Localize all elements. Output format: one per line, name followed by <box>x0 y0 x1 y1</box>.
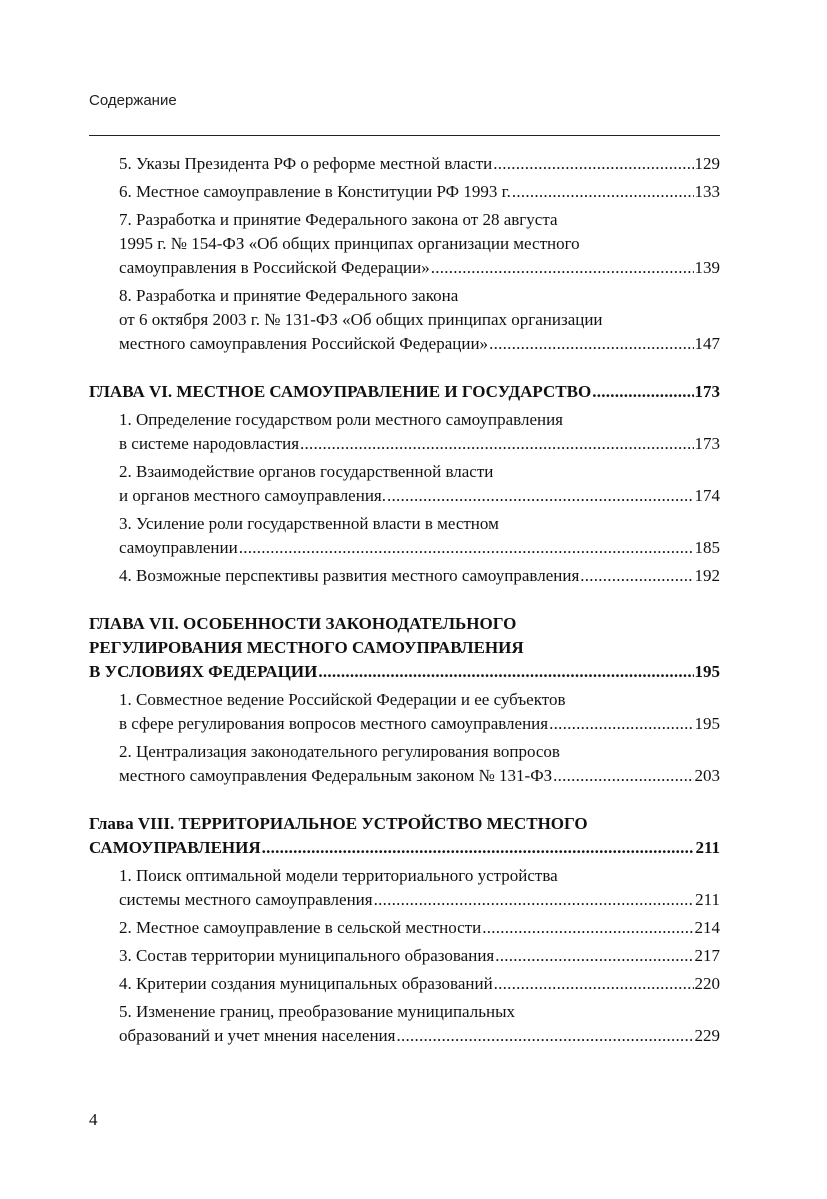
toc-entry-text: Глава VIII. ТЕРРИТОРИАЛЬНОЕ УСТРОЙСТВО МЕСТНОГО <box>89 814 588 833</box>
running-head: Содержание <box>89 92 177 109</box>
dot-leader <box>580 564 693 588</box>
toc-entry-text: В УСЛОВИЯХ ФЕДЕРАЦИИ <box>89 662 318 681</box>
toc-entry-text: 5. Указы Президента РФ о реформе местной власти <box>119 154 493 173</box>
dot-leader <box>239 536 694 560</box>
toc-page-number: 195 <box>694 714 720 733</box>
toc-item <box>89 512 720 560</box>
dot-leader <box>553 764 693 788</box>
toc-entry-text: 7. Разработка и принятие Федерального закона от 28 августа <box>119 210 558 229</box>
toc-item <box>89 284 720 356</box>
toc-entry-text: 5. Изменение границ, преобразование муниципальных <box>119 1002 515 1021</box>
dot-leader <box>495 944 693 968</box>
toc-entry-last-line <box>119 764 720 788</box>
toc-item <box>89 152 720 176</box>
toc-entry-text: 2. Взаимодействие органов государственной власти <box>119 462 494 481</box>
dot-leader <box>493 152 693 176</box>
toc-entry-text: 4. Возможные перспективы развития местного самоуправления <box>119 566 580 585</box>
toc-entry-text: в сфере регулирования вопросов местного самоуправления <box>119 714 549 733</box>
dot-leader <box>494 972 694 996</box>
toc-item <box>89 180 720 204</box>
toc-entry-last-line <box>89 660 720 684</box>
toc-entry-text: от 6 октября 2003 г. № 131-ФЗ «Об общих принципах организации <box>119 310 603 329</box>
toc-item <box>89 564 720 588</box>
toc-page-number: 214 <box>694 918 720 937</box>
toc-entry-last-line <box>119 712 720 736</box>
toc-entry-text: 3. Состав территории муниципального образования <box>119 946 495 965</box>
toc-entry-text: 4. Критерии создания муниципальных образований <box>119 974 493 993</box>
toc-page-number: 173 <box>694 434 720 453</box>
toc-entry-last-line <box>119 256 720 280</box>
toc-entry-last-line <box>89 380 720 404</box>
dot-leader <box>482 916 693 940</box>
toc-entry-text: 8. Разработка и принятие Федерального закона <box>119 286 459 305</box>
toc-entry-last-line <box>119 536 720 560</box>
toc-entry-text: 3. Усиление роли государственной власти в местном <box>119 514 499 533</box>
dot-leader <box>549 712 693 736</box>
dot-leader <box>300 432 693 456</box>
toc-entry-text: 2. Местное самоуправление в сельской местности <box>119 918 482 937</box>
toc-chapter <box>89 812 720 860</box>
toc-page-number: 129 <box>694 154 720 173</box>
toc-page-number: 195 <box>694 662 720 681</box>
toc-entry-last-line <box>119 972 720 996</box>
toc-item <box>89 864 720 912</box>
toc-page-number: 133 <box>694 182 720 201</box>
toc-page-number: 139 <box>694 258 720 277</box>
toc-entry-text: 6. Местное самоуправление в Конституции РФ 1993 г. <box>119 182 511 201</box>
toc-entry-text: САМОУПРАВЛЕНИЯ <box>89 838 261 857</box>
toc-entry-last-line <box>119 152 720 176</box>
dot-leader <box>374 888 695 912</box>
toc-entry-last-line <box>119 180 720 204</box>
toc-page-number: 203 <box>694 766 720 785</box>
toc-entry-text: 1. Поиск оптимальной модели территориального устройства <box>119 866 558 885</box>
toc-entry-text: 2. Централизация законодательного регулирования вопросов <box>119 742 560 761</box>
toc-entry-last-line <box>119 944 720 968</box>
toc-entry-text: 1. Определение государством роли местного самоуправления <box>119 410 564 429</box>
toc-entry-last-line <box>119 564 720 588</box>
toc-chapter <box>89 612 720 684</box>
toc-entry-last-line <box>119 916 720 940</box>
toc-entry-text: местного самоуправления Российской Федерации» <box>119 334 489 353</box>
dot-leader <box>592 380 693 404</box>
page-number: 4 <box>89 1110 98 1129</box>
toc-entry-last-line <box>119 432 720 456</box>
toc-page-number: 173 <box>694 382 720 401</box>
toc-item <box>89 208 720 280</box>
dot-leader <box>489 332 693 356</box>
toc-entry-text: в системе народовластия <box>119 434 300 453</box>
toc-page-number: 211 <box>695 890 720 909</box>
toc-entry-last-line <box>119 1024 720 1048</box>
toc-entry-last-line <box>119 888 720 912</box>
toc-page-number: 147 <box>694 334 720 353</box>
toc-item <box>89 916 720 940</box>
header-rule <box>89 135 720 136</box>
table-of-contents <box>89 152 720 1052</box>
toc-entry-text: 1. Совместное ведение Российской Федерации и ее субъектов <box>119 690 566 709</box>
toc-entry-last-line <box>89 836 720 860</box>
toc-item <box>89 972 720 996</box>
toc-entry-text: ГЛАВА VI. МЕСТНОЕ САМОУПРАВЛЕНИЕ И ГОСУДАРСТВО <box>89 382 592 401</box>
toc-item <box>89 740 720 788</box>
toc-page-number: 174 <box>694 486 720 505</box>
toc-page-number: 229 <box>694 1026 720 1045</box>
toc-entry-text: 1995 г. № 154-ФЗ «Об общих принципах организации местного <box>119 234 580 253</box>
toc-page-number: 192 <box>694 566 720 585</box>
toc-chapter <box>89 380 720 404</box>
toc-entry-last-line <box>119 332 720 356</box>
toc-entry-text: образований и учет мнения населения <box>119 1026 396 1045</box>
toc-entry-text: ГЛАВА VII. ОСОБЕННОСТИ ЗАКОНОДАТЕЛЬНОГО <box>89 614 517 633</box>
toc-entry-text: местного самоуправления Федеральным законом № 131-ФЗ <box>119 766 553 785</box>
toc-entry-text: и органов местного самоуправления. <box>119 486 386 505</box>
toc-item <box>89 688 720 736</box>
toc-entry-last-line <box>119 484 720 508</box>
toc-entry-text: системы местного самоуправления <box>119 890 373 909</box>
dot-leader <box>387 484 694 508</box>
toc-page-number: 217 <box>694 946 720 965</box>
dot-leader <box>396 1024 693 1048</box>
toc-page-number: 220 <box>694 974 720 993</box>
toc-item <box>89 408 720 456</box>
toc-item <box>89 1000 720 1048</box>
toc-page-number: 185 <box>694 538 720 557</box>
dot-leader <box>512 180 694 204</box>
toc-item <box>89 460 720 508</box>
toc-page-number: 211 <box>695 838 720 857</box>
toc-entry-text: самоуправлении <box>119 538 238 557</box>
dot-leader <box>262 836 695 860</box>
toc-item <box>89 944 720 968</box>
toc-entry-text: РЕГУЛИРОВАНИЯ МЕСТНОГО САМОУПРАВЛЕНИЯ <box>89 638 524 657</box>
toc-entry-text: самоуправления в Российской Федерации» <box>119 258 430 277</box>
dot-leader <box>318 660 693 684</box>
dot-leader <box>431 256 694 280</box>
